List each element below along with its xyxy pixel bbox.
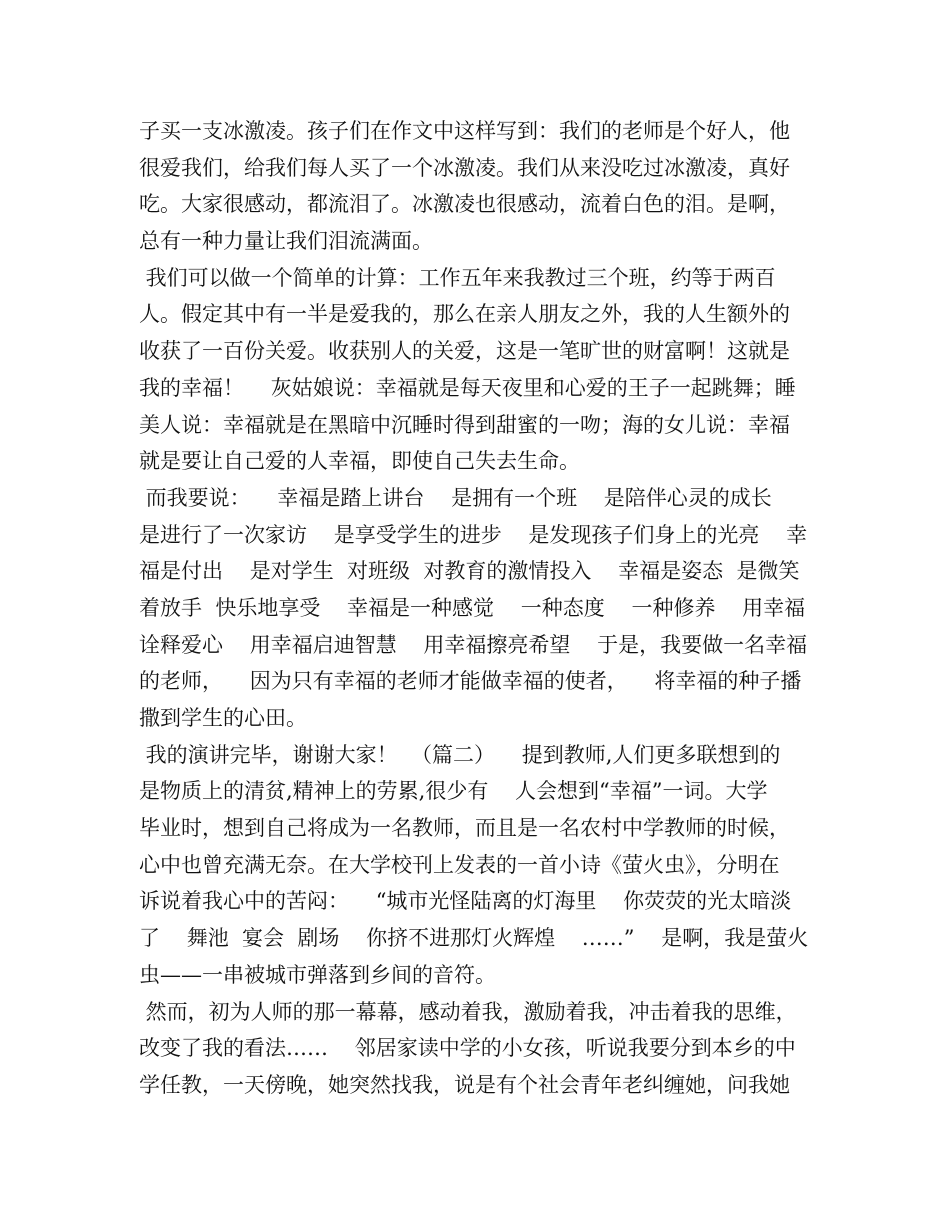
text-line: 美人说：幸福就是在黑暗中沉睡时得到甜蜜的一吻；海的女儿说：幸福	[139, 412, 790, 437]
document-body	[139, 113, 829, 1104]
text-line: 学任教，一天傍晚，她突然找我，说是有个社会青年老纠缠她，问我她	[139, 1072, 790, 1097]
text-line: 我们可以做一个简单的计算：工作五年来我教过三个班，约等于两百	[139, 265, 776, 290]
text-line: 人。假定其中有一半是爱我的，那么在亲人朋友之外，我的人生额外的	[139, 302, 790, 327]
text-line: 心中也曾充满无奈。在大学校刊上发表的一首小诗《萤火虫》，分明在	[139, 852, 780, 877]
text-line: 我的演讲完毕，谢谢大家！ （篇二） 提到教师,人们更多联想到的	[139, 742, 781, 767]
text-line: 我的幸福！ 灰姑娘说：幸福就是每天夜里和心爱的王子一起跳舞；睡	[139, 375, 796, 400]
text-line: 收获了一百份关爱。收获别人的关爱，这是一笔旷世的财富啊！这就是	[139, 339, 790, 364]
text-line: 了 舞池 宴会 剧场 你挤不进那灯火辉煌 ……” 是啊，我是萤火	[139, 926, 809, 951]
text-line: 就是要让自己爱的人幸福，即使自己失去生命。	[139, 449, 580, 474]
text-line: 撒到学生的心田。	[139, 706, 307, 730]
text-line: 是物质上的清贫,精神上的劳累,很少有 人会想到“幸福”一词。大学	[139, 779, 768, 804]
text-line: 改变了我的看法…… 邻居家读中学的小女孩，听说我要分到本乡的中	[139, 1036, 796, 1061]
text-line: 着放手 快乐地享受 幸福是一种感觉 一种态度 一种修养 用幸福	[139, 595, 806, 620]
text-line: 诉说着我心中的苦闷： “城市光怪陆离的灯海里 你荧荧的光太暗淡	[139, 889, 792, 914]
text-line: 诠释爱心 用幸福启迪智慧 用幸福擦亮希望 于是，我要做一名幸福	[139, 632, 808, 657]
text-line: 福是付出 是对学生 对班级 对教育的激情投入 幸福是姿态 是微笑	[139, 559, 800, 584]
text-line: 而我要说： 幸福是踏上讲台 是拥有一个班 是陪伴心灵的成长	[139, 485, 772, 510]
text-line: 总有一种力量让我们泪流满面。	[139, 229, 433, 254]
text-line: 然而，初为人师的那一幕幕，感动着我，激励着我，冲击着我的思维，	[139, 999, 797, 1024]
text-line: 很爱我们，给我们每人买了一个冰激凌。我们从来没吃过冰激凌，真好	[139, 155, 790, 180]
text-line: 的老师， 因为只有幸福的老师才能做幸福的使者， 将幸福的种子播	[139, 669, 802, 694]
text-line: 毕业时，想到自己将成为一名教师，而且是一名农村中学教师的时候，	[139, 816, 790, 841]
text-line: 吃。大家很感动，都流泪了。冰激凌也很感动，流着白色的泪。是啊，	[139, 192, 790, 217]
text-line: 子买一支冰激凌。孩子们在作文中这样写到：我们的老师是个好人，他	[139, 119, 790, 143]
text-line: 虫——一串被城市弹落到乡间的音符。	[139, 962, 496, 987]
text-line: 是进行了一次家访 是享受学生的进步 是发现孩子们身上的光亮 幸	[139, 522, 808, 547]
